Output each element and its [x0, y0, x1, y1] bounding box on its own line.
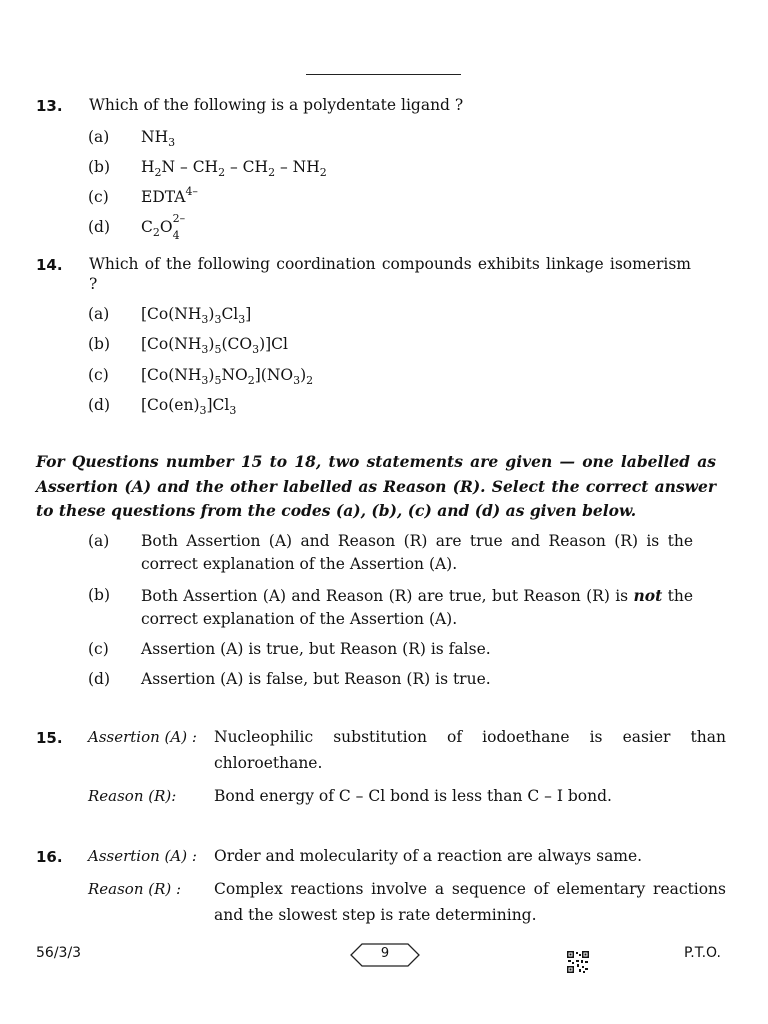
option-text: $[Co(NH_3)_3Cl_3]$ — [141, 305, 252, 326]
assertion-label: Assertion (A) : — [88, 728, 197, 746]
question-15 — [36, 724, 726, 814]
code-label: (a) — [88, 532, 110, 550]
option-text: $C_2O$ 2– 4 — [141, 212, 186, 242]
code-label: (c) — [88, 640, 109, 658]
question-number: 15. — [36, 729, 63, 747]
reason-label: Reason (R): — [88, 787, 177, 805]
code-text: Both Assertion (A) and Reason (R) are true and Reason (R) is the correct explanation of the Assertion (A). — [141, 532, 693, 573]
page-number-badge — [350, 943, 420, 967]
code-label: (d) — [88, 670, 111, 688]
option-text: $[Co(en)_3]Cl_3$ — [141, 396, 237, 417]
option-text: $EDTA^{4-}$ — [141, 185, 198, 206]
option-label: (c) — [88, 188, 109, 206]
reason-text: Complex reactions involve a sequence of elementary reactions and the slowest step is rate determining. — [214, 880, 726, 924]
option-text: $H_2N - CH_2 - CH_2 - NH_2$ — [141, 158, 327, 179]
option-text: $[Co(NH_3)_5NO_2](NO_3)_2$ — [141, 366, 314, 387]
code-text: Assertion (A) is true, but Reason (R) is false. — [141, 640, 491, 658]
option-label: (d) — [88, 396, 111, 414]
question-text: Which of the following coordination compounds exhibits linkage isomerism ? — [89, 255, 691, 293]
reason-label: Reason (R) : — [88, 880, 182, 898]
question-number: 14. — [36, 256, 63, 274]
reason-text: Bond energy of C – Cl bond is less than C – I bond. — [214, 787, 612, 805]
question-number: 16. — [36, 848, 63, 866]
option-label: (a) — [88, 305, 110, 323]
question-text: Which of the following is a polydentate ligand ? — [89, 96, 464, 114]
code-text: Both Assertion (A) and Reason (R) are true, but Reason (R) is not the correct explanation of the Assertion (A). — [141, 586, 693, 628]
option-label: (b) — [88, 158, 111, 176]
top-rule — [306, 74, 461, 75]
option-label: (a) — [88, 128, 110, 146]
option-label: (b) — [88, 335, 111, 353]
option-text: $[Co(NH_3)_5(CO_3)]Cl$ — [141, 335, 288, 356]
question-number: 13. — [36, 97, 63, 115]
page-number: 9 — [380, 946, 390, 961]
qr-code-icon — [567, 951, 589, 973]
assertion-label: Assertion (A) : — [88, 847, 197, 865]
code-text: Assertion (A) is false, but Reason (R) is true. — [141, 670, 491, 688]
assertion-reason-instructions: For Questions number 15 to 18, two statements are given — one labelled as Assertion (A) and the other labelled as Reason (R). Select the correct answer to these questions from the codes (a), (b), (c) and (d) as given below. — [36, 452, 716, 520]
assertion-text: Order and molecularity of a reaction are always same. — [214, 847, 643, 865]
please-turn-over: P.T.O. — [684, 945, 721, 961]
option-label: (c) — [88, 366, 109, 384]
question-16 — [36, 843, 726, 933]
option-label: (d) — [88, 218, 111, 236]
code-label: (b) — [88, 586, 111, 604]
option-text: $NH_3$ — [141, 128, 176, 149]
assertion-text: Nucleophilic substitution of iodoethane is easier than chloroethane. — [214, 728, 726, 772]
paper-code: 56/3/3 — [36, 945, 82, 961]
